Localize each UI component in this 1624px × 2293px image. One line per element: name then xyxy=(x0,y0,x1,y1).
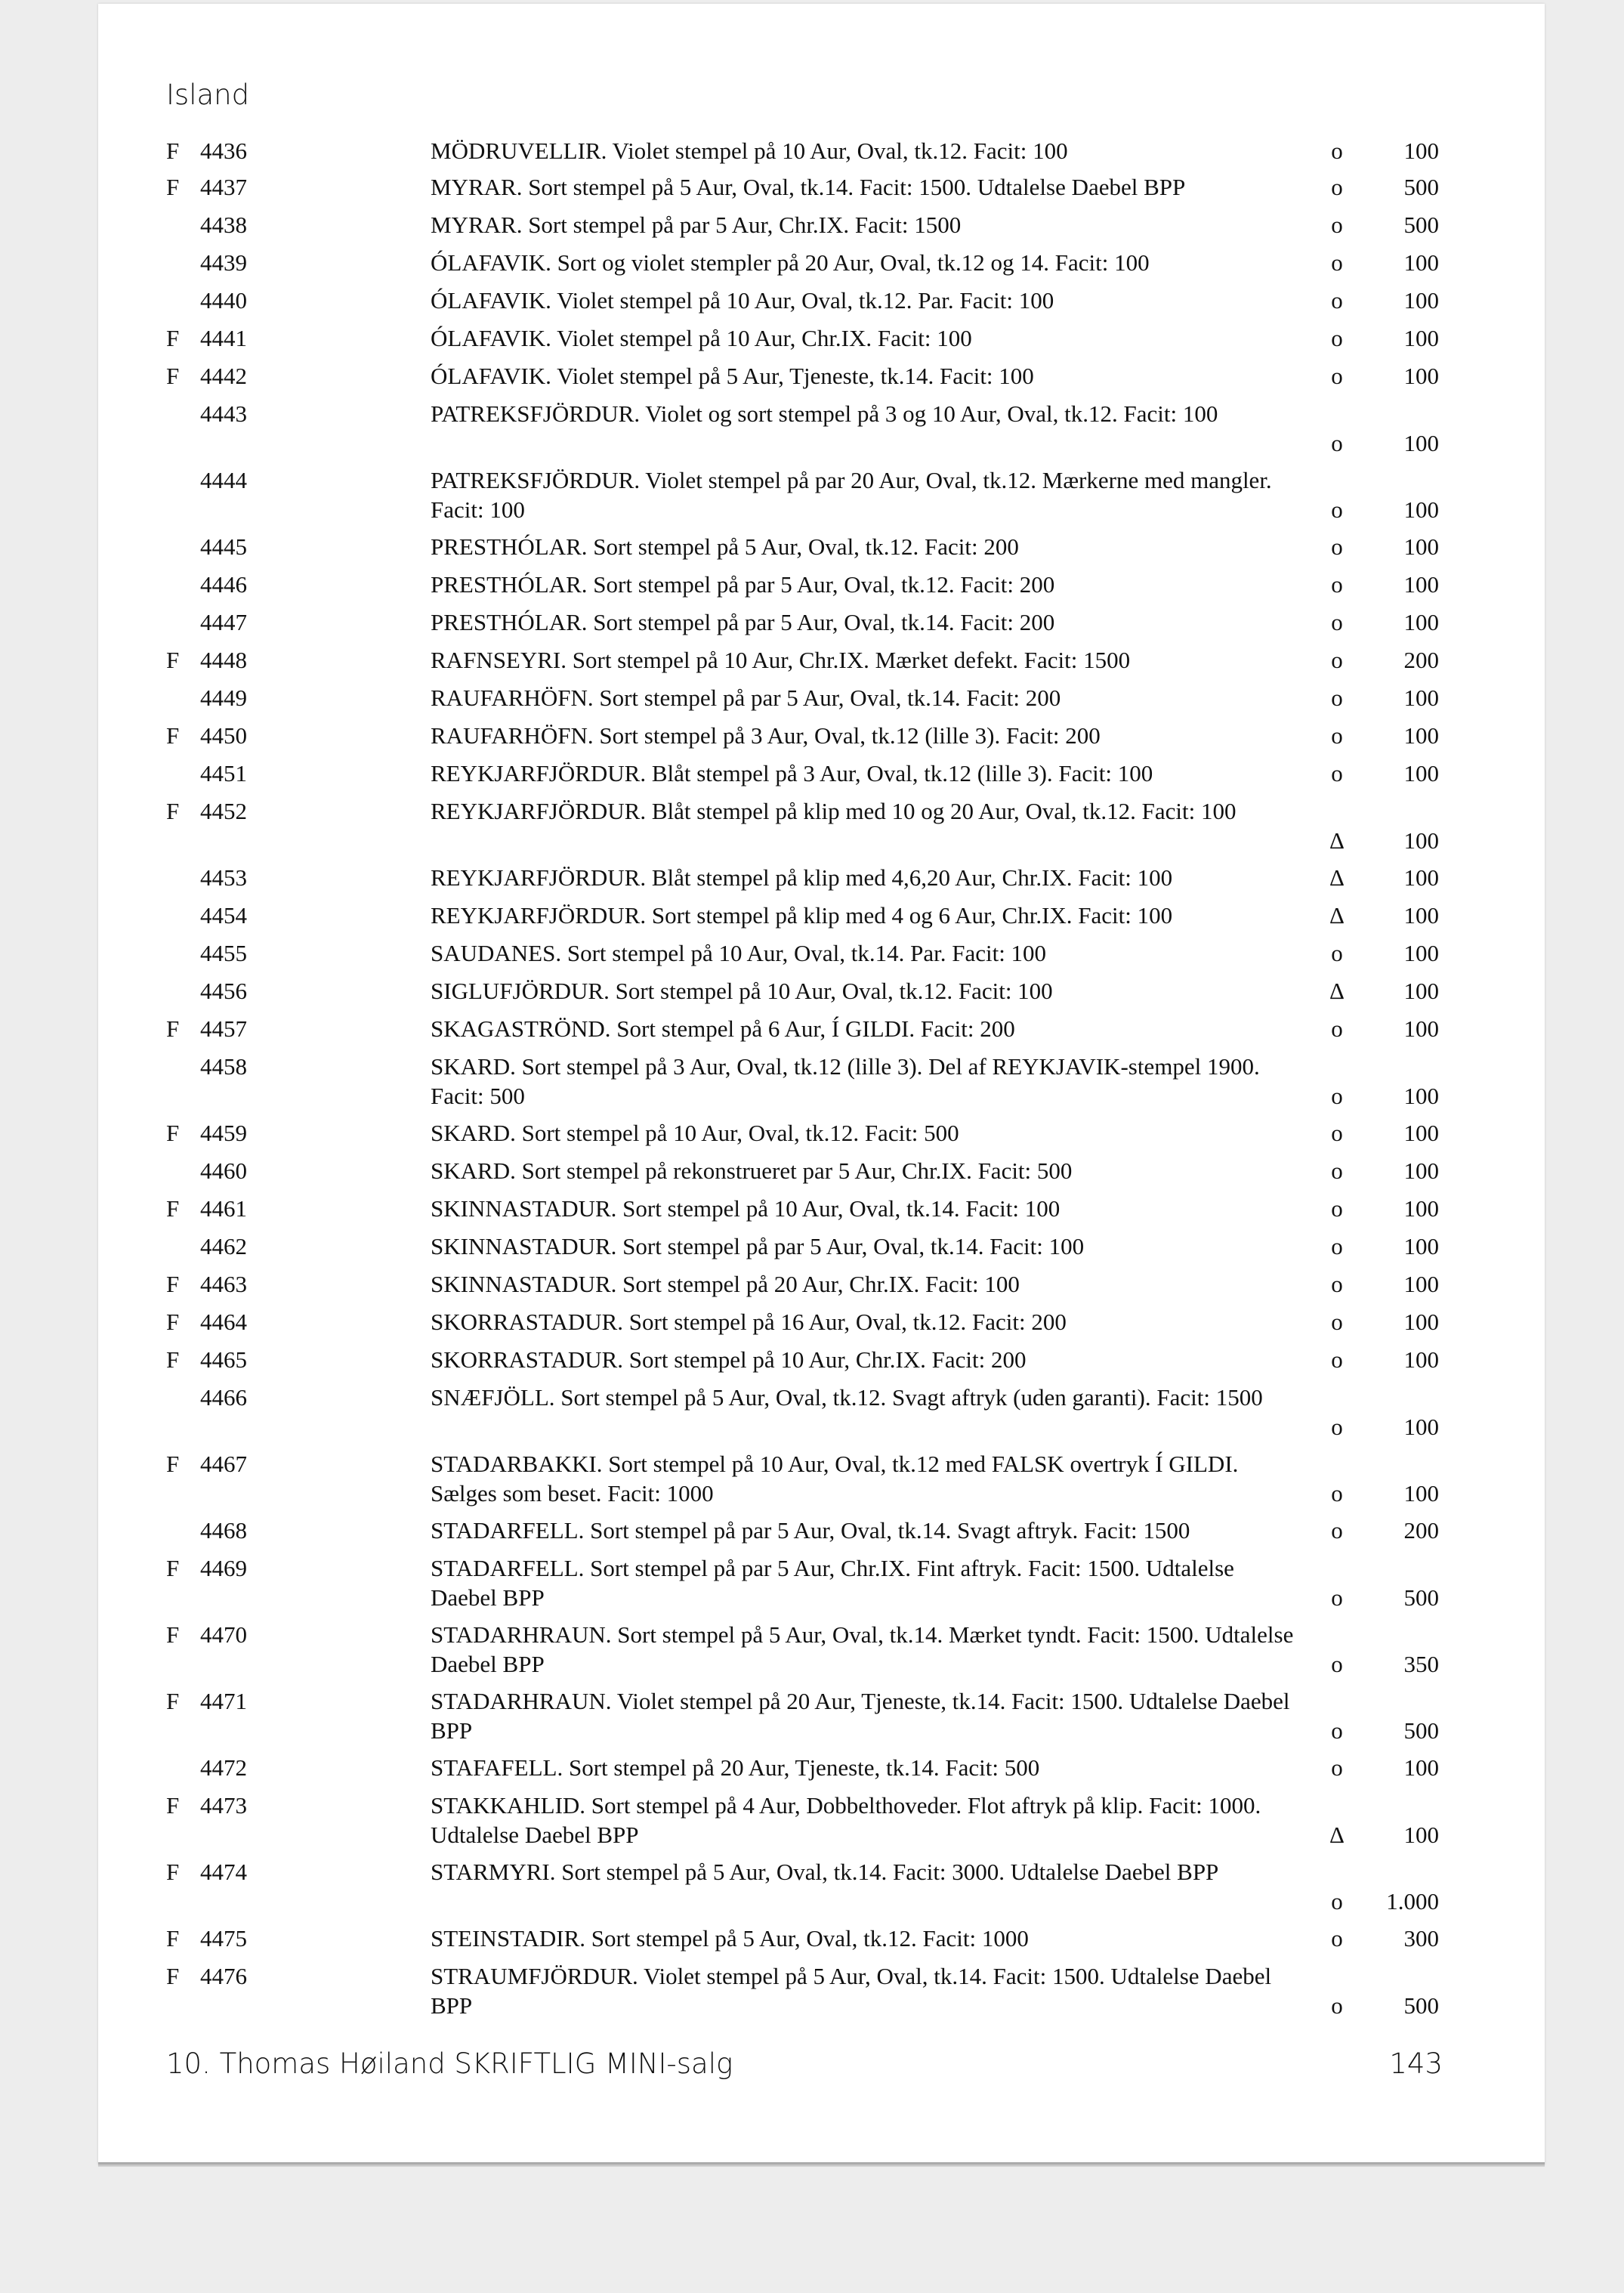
lot-condition: o xyxy=(1331,1651,1343,1677)
lot-description: RAFNSEYRI. Sort stempel på 10 Aur, Chr.IX. Mærket defekt. Facit: 1500 xyxy=(431,647,1131,673)
lot-number: 4457 xyxy=(200,1015,247,1042)
lot-number: 4475 xyxy=(200,1925,247,1952)
lot-number: 4464 xyxy=(200,1309,247,1335)
lot-condition: o xyxy=(1331,1157,1343,1184)
lot-price: 100 xyxy=(1403,571,1439,598)
lot-description: STADARHRAUN. Sort stempel på 5 Aur, Oval, tk.14. Mærket tyndt. Facit: 1500. Udtalelse Daebel BPP xyxy=(431,1621,1294,1677)
lot-number: 4447 xyxy=(200,609,247,635)
lot-price: 100 xyxy=(1403,864,1439,891)
lot-flag: F xyxy=(166,325,180,351)
footer-catalog-title: 10. Thomas Høiland SKRIFTLIG MINI-salg xyxy=(166,2047,733,2080)
lot-flag: F xyxy=(166,174,180,200)
lot-description: ÓLAFAVIK. Violet stempel på 10 Aur, Chr.IX. Facit: 100 xyxy=(431,325,972,351)
lot-number: 4474 xyxy=(200,1859,247,1885)
lot-flag: F xyxy=(166,1925,180,1952)
lot-price: 100 xyxy=(1403,760,1439,786)
lot-flag: F xyxy=(166,1309,180,1335)
lot-condition: o xyxy=(1331,1480,1343,1507)
lot-description: STAKKAHLID. Sort stempel på 4 Aur, Dobbelthoveder. Flot aftryk på klip. Facit: 1000. Udtalelse Daebel BPP xyxy=(431,1792,1261,1848)
lot-condition: o xyxy=(1331,940,1343,966)
lot-description: ÓLAFAVIK. Violet stempel på 5 Aur, Tjeneste, tk.14. Facit: 100 xyxy=(431,363,1034,389)
section-title: Island xyxy=(166,79,250,111)
lot-condition: o xyxy=(1331,325,1343,351)
lot-price: 100 xyxy=(1403,685,1439,711)
lot-price: 200 xyxy=(1403,647,1439,673)
lot-price: 100 xyxy=(1403,533,1439,560)
lot-price: 500 xyxy=(1403,1584,1439,1611)
lot-flag: F xyxy=(166,798,180,824)
lot-description: PRESTHÓLAR. Sort stempel på 5 Aur, Oval, tk.12. Facit: 200 xyxy=(431,533,1019,560)
lot-number: 4454 xyxy=(200,902,247,929)
lot-condition: o xyxy=(1331,1992,1343,2019)
lot-description: SKINNASTADUR. Sort stempel på par 5 Aur, Oval, tk.14. Facit: 100 xyxy=(431,1233,1085,1259)
lot-description: SKAGASTRÖND. Sort stempel på 6 Aur, Í GILDI. Facit: 200 xyxy=(431,1015,1015,1042)
lot-flag: F xyxy=(166,138,180,164)
lot-description: REYKJARFJÖRDUR. Blåt stempel på 3 Aur, Oval, tk.12 (lille 3). Facit: 100 xyxy=(431,760,1153,786)
lot-description: MYRAR. Sort stempel på 5 Aur, Oval, tk.14. Facit: 1500. Udtalelse Daebel BPP xyxy=(431,174,1186,200)
lot-number: 4459 xyxy=(200,1120,247,1146)
lot-price: 100 xyxy=(1403,609,1439,635)
lot-price: 350 xyxy=(1403,1651,1439,1677)
lot-description: ÓLAFAVIK. Violet stempel på 10 Aur, Oval, tk.12. Par. Facit: 100 xyxy=(431,287,1054,314)
page-number: 143 xyxy=(1389,2047,1443,2080)
lot-price: 500 xyxy=(1403,1992,1439,2019)
lot-price: 100 xyxy=(1403,1346,1439,1373)
lot-condition: o xyxy=(1331,363,1343,389)
lot-description: STADARFELL. Sort stempel på par 5 Aur, Oval, tk.14. Svagt aftryk. Facit: 1500 xyxy=(431,1517,1190,1544)
lot-condition: o xyxy=(1331,287,1343,314)
lot-price: 100 xyxy=(1403,1271,1439,1297)
lot-description: PATREKSFJÖRDUR. Violet stempel på par 20 Aur, Oval, tk.12. Mærkerne med mangler. Facit: 100 xyxy=(431,467,1272,523)
lot-condition: o xyxy=(1331,430,1343,456)
lot-price: 100 xyxy=(1403,138,1439,164)
lot-number: 4471 xyxy=(200,1688,247,1714)
lot-flag: F xyxy=(166,1688,180,1714)
lot-number: 4468 xyxy=(200,1517,247,1544)
page-shadow xyxy=(98,2162,1545,2167)
lot-description: SKINNASTADUR. Sort stempel på 20 Aur, Chr.IX. Facit: 100 xyxy=(431,1271,1020,1297)
lot-condition: Δ xyxy=(1329,1822,1345,1848)
lot-condition: o xyxy=(1331,212,1343,238)
lot-condition: o xyxy=(1331,1754,1343,1781)
lot-condition: o xyxy=(1331,1888,1343,1914)
lot-price: 200 xyxy=(1403,1517,1439,1544)
lot-number: 4446 xyxy=(200,571,247,598)
lot-condition: o xyxy=(1331,138,1343,164)
lot-price: 100 xyxy=(1403,1195,1439,1222)
lot-price: 100 xyxy=(1403,496,1439,523)
lot-description: STRAUMFJÖRDUR. Violet stempel på 5 Aur, Oval, tk.14. Facit: 1500. Udtalelse Daebel BPP xyxy=(431,1963,1272,2019)
lot-number: 4439 xyxy=(200,249,247,276)
lot-price: 100 xyxy=(1403,1233,1439,1259)
lot-price: 500 xyxy=(1403,1717,1439,1744)
lot-price: 1.000 xyxy=(1386,1888,1439,1914)
lot-price: 100 xyxy=(1403,978,1439,1004)
lot-price: 100 xyxy=(1403,1480,1439,1507)
lot-number: 4453 xyxy=(200,864,247,891)
lot-number: 4441 xyxy=(200,325,247,351)
lot-description: SKARD. Sort stempel på 10 Aur, Oval, tk.12. Facit: 500 xyxy=(431,1120,959,1146)
lot-number: 4442 xyxy=(200,363,247,389)
lot-flag: F xyxy=(166,1555,180,1581)
lot-number: 4466 xyxy=(200,1384,247,1411)
lot-description: PRESTHÓLAR. Sort stempel på par 5 Aur, Oval, tk.14. Facit: 200 xyxy=(431,609,1055,635)
lot-number: 4438 xyxy=(200,212,247,238)
lot-price: 100 xyxy=(1403,940,1439,966)
lot-price: 100 xyxy=(1403,1754,1439,1781)
lot-number: 4469 xyxy=(200,1555,247,1581)
lot-number: 4443 xyxy=(200,400,247,427)
lot-number: 4444 xyxy=(200,467,247,493)
lot-description: SKORRASTADUR. Sort stempel på 10 Aur, Chr.IX. Facit: 200 xyxy=(431,1346,1027,1373)
lot-number: 4455 xyxy=(200,940,247,966)
lot-description: RAUFARHÖFN. Sort stempel på 3 Aur, Oval, tk.12 (lille 3). Facit: 200 xyxy=(431,722,1101,749)
lot-condition: o xyxy=(1331,174,1343,200)
lot-price: 100 xyxy=(1403,287,1439,314)
lot-price: 500 xyxy=(1403,212,1439,238)
lot-flag: F xyxy=(166,1120,180,1146)
lot-flag: F xyxy=(166,1015,180,1042)
lot-number: 4465 xyxy=(200,1346,247,1373)
lot-price: 100 xyxy=(1403,1015,1439,1042)
lot-price: 100 xyxy=(1403,722,1439,749)
lot-number: 4472 xyxy=(200,1754,247,1781)
lot-flag: F xyxy=(166,363,180,389)
lot-description: REYKJARFJÖRDUR. Sort stempel på klip med 4 og 6 Aur, Chr.IX. Facit: 100 xyxy=(431,902,1173,929)
lot-number: 4450 xyxy=(200,722,247,749)
lot-number: 4448 xyxy=(200,647,247,673)
lot-number: 4470 xyxy=(200,1621,247,1648)
lot-flag: F xyxy=(166,1346,180,1373)
lot-condition: Δ xyxy=(1329,978,1345,1004)
lot-description: STADARHRAUN. Violet stempel på 20 Aur, Tjeneste, tk.14. Facit: 1500. Udtalelse Daebel BPP xyxy=(431,1688,1290,1744)
lot-description: SIGLUFJÖRDUR. Sort stempel på 10 Aur, Oval, tk.12. Facit: 100 xyxy=(431,978,1053,1004)
lot-description: ÓLAFAVIK. Sort og violet stempler på 20 Aur, Oval, tk.12 og 14. Facit: 100 xyxy=(431,249,1150,276)
lot-description: SKARD. Sort stempel på 3 Aur, Oval, tk.12 (lille 3). Del af REYKJAVIK-stempel 1900. Facit: 500 xyxy=(431,1053,1260,1109)
lot-price: 100 xyxy=(1403,1414,1439,1440)
lot-number: 4462 xyxy=(200,1233,247,1259)
lot-condition: o xyxy=(1331,1717,1343,1744)
lot-description: STADARFELL. Sort stempel på par 5 Aur, Chr.IX. Fint aftryk. Facit: 1500. Udtalelse Daebel BPP xyxy=(431,1555,1234,1611)
lot-number: 4440 xyxy=(200,287,247,314)
lot-price: 300 xyxy=(1403,1925,1439,1952)
lot-number: 4452 xyxy=(200,798,247,824)
lot-condition: o xyxy=(1331,1195,1343,1222)
lot-number: 4461 xyxy=(200,1195,247,1222)
lot-condition: Δ xyxy=(1329,827,1345,854)
lot-number: 4449 xyxy=(200,685,247,711)
lot-condition: Δ xyxy=(1329,902,1345,929)
lot-price: 100 xyxy=(1403,325,1439,351)
lot-flag: F xyxy=(166,1859,180,1885)
lot-condition: o xyxy=(1331,1346,1343,1373)
lot-description: REYKJARFJÖRDUR. Blåt stempel på klip med 10 og 20 Aur, Oval, tk.12. Facit: 100 xyxy=(431,798,1237,824)
lot-flag: F xyxy=(166,1621,180,1648)
lot-flag: F xyxy=(166,1451,180,1477)
lot-number: 4476 xyxy=(200,1963,247,1989)
lot-description: STEINSTADIR. Sort stempel på 5 Aur, Oval, tk.12. Facit: 1000 xyxy=(431,1925,1029,1952)
lot-description: PATREKSFJÖRDUR. Violet og sort stempel på 3 og 10 Aur, Oval, tk.12. Facit: 100 xyxy=(431,400,1218,427)
lot-flag: F xyxy=(166,1195,180,1222)
lot-condition: o xyxy=(1331,1517,1343,1544)
lot-condition: o xyxy=(1331,1414,1343,1440)
lot-price: 100 xyxy=(1403,902,1439,929)
lot-price: 100 xyxy=(1403,1157,1439,1184)
lot-description: RAUFARHÖFN. Sort stempel på par 5 Aur, Oval, tk.14. Facit: 200 xyxy=(431,685,1061,711)
lot-price: 100 xyxy=(1403,1822,1439,1848)
lot-number: 4445 xyxy=(200,533,247,560)
lot-description: SKORRASTADUR. Sort stempel på 16 Aur, Oval, tk.12. Facit: 200 xyxy=(431,1309,1067,1335)
lot-description: REYKJARFJÖRDUR. Blåt stempel på klip med 4,6,20 Aur, Chr.IX. Facit: 100 xyxy=(431,864,1173,891)
lot-description: STADARBAKKI. Sort stempel på 10 Aur, Oval, tk.12 med FALSK overtryk Í GILDI. Sælges som beset. Facit: 1000 xyxy=(431,1451,1239,1507)
lot-price: 100 xyxy=(1403,1309,1439,1335)
lot-condition: o xyxy=(1331,249,1343,276)
lot-price: 100 xyxy=(1403,249,1439,276)
lot-description: MÖDRUVELLIR. Violet stempel på 10 Aur, Oval, tk.12. Facit: 100 xyxy=(431,138,1068,164)
lot-condition: o xyxy=(1331,647,1343,673)
lot-number: 4460 xyxy=(200,1157,247,1184)
lot-flag: F xyxy=(166,1963,180,1989)
lot-description: SAUDANES. Sort stempel på 10 Aur, Oval, tk.14. Par. Facit: 100 xyxy=(431,940,1047,966)
lot-price: 100 xyxy=(1403,363,1439,389)
lot-description: SKARD. Sort stempel på rekonstrueret par 5 Aur, Chr.IX. Facit: 500 xyxy=(431,1157,1073,1184)
lot-price: 100 xyxy=(1403,827,1439,854)
lot-condition: o xyxy=(1331,722,1343,749)
lot-price: 100 xyxy=(1403,1120,1439,1146)
lot-description: PRESTHÓLAR. Sort stempel på par 5 Aur, Oval, tk.12. Facit: 200 xyxy=(431,571,1055,598)
lot-number: 4463 xyxy=(200,1271,247,1297)
lot-condition: o xyxy=(1331,1233,1343,1259)
lot-number: 4458 xyxy=(200,1053,247,1080)
lot-condition: o xyxy=(1331,609,1343,635)
lot-condition: o xyxy=(1331,1309,1343,1335)
lot-number: 4467 xyxy=(200,1451,247,1477)
lot-condition: o xyxy=(1331,1015,1343,1042)
lot-number: 4436 xyxy=(200,138,247,164)
lot-condition: o xyxy=(1331,1925,1343,1952)
lot-description: SNÆFJÖLL. Sort stempel på 5 Aur, Oval, tk.12. Svagt aftryk (uden garanti). Facit: 1500 xyxy=(431,1384,1263,1411)
lot-flag: F xyxy=(166,1271,180,1297)
lot-condition: o xyxy=(1331,1083,1343,1109)
lot-flag: F xyxy=(166,722,180,749)
lot-number: 4473 xyxy=(200,1792,247,1819)
lot-price: 500 xyxy=(1403,174,1439,200)
lot-flag: F xyxy=(166,1792,180,1819)
lot-condition: o xyxy=(1331,760,1343,786)
lot-number: 4456 xyxy=(200,978,247,1004)
lot-condition: o xyxy=(1331,685,1343,711)
lot-price: 100 xyxy=(1403,1083,1439,1109)
lot-condition: o xyxy=(1331,1271,1343,1297)
lot-number: 4437 xyxy=(200,174,247,200)
lot-condition: o xyxy=(1331,1120,1343,1146)
lot-condition: o xyxy=(1331,1584,1343,1611)
lot-description: MYRAR. Sort stempel på par 5 Aur, Chr.IX. Facit: 1500 xyxy=(431,212,962,238)
lot-price: 100 xyxy=(1403,430,1439,456)
lot-condition: o xyxy=(1331,533,1343,560)
lot-description: SKINNASTADUR. Sort stempel på 10 Aur, Oval, tk.14. Facit: 100 xyxy=(431,1195,1061,1222)
lot-condition: Δ xyxy=(1329,864,1345,891)
lot-description: STAFAFELL. Sort stempel på 20 Aur, Tjeneste, tk.14. Facit: 500 xyxy=(431,1754,1040,1781)
lot-condition: o xyxy=(1331,496,1343,523)
lot-flag: F xyxy=(166,647,180,673)
lot-number: 4451 xyxy=(200,760,247,786)
lot-condition: o xyxy=(1331,571,1343,598)
lot-description: STARMYRI. Sort stempel på 5 Aur, Oval, tk.14. Facit: 3000. Udtalelse Daebel BPP xyxy=(431,1859,1219,1885)
